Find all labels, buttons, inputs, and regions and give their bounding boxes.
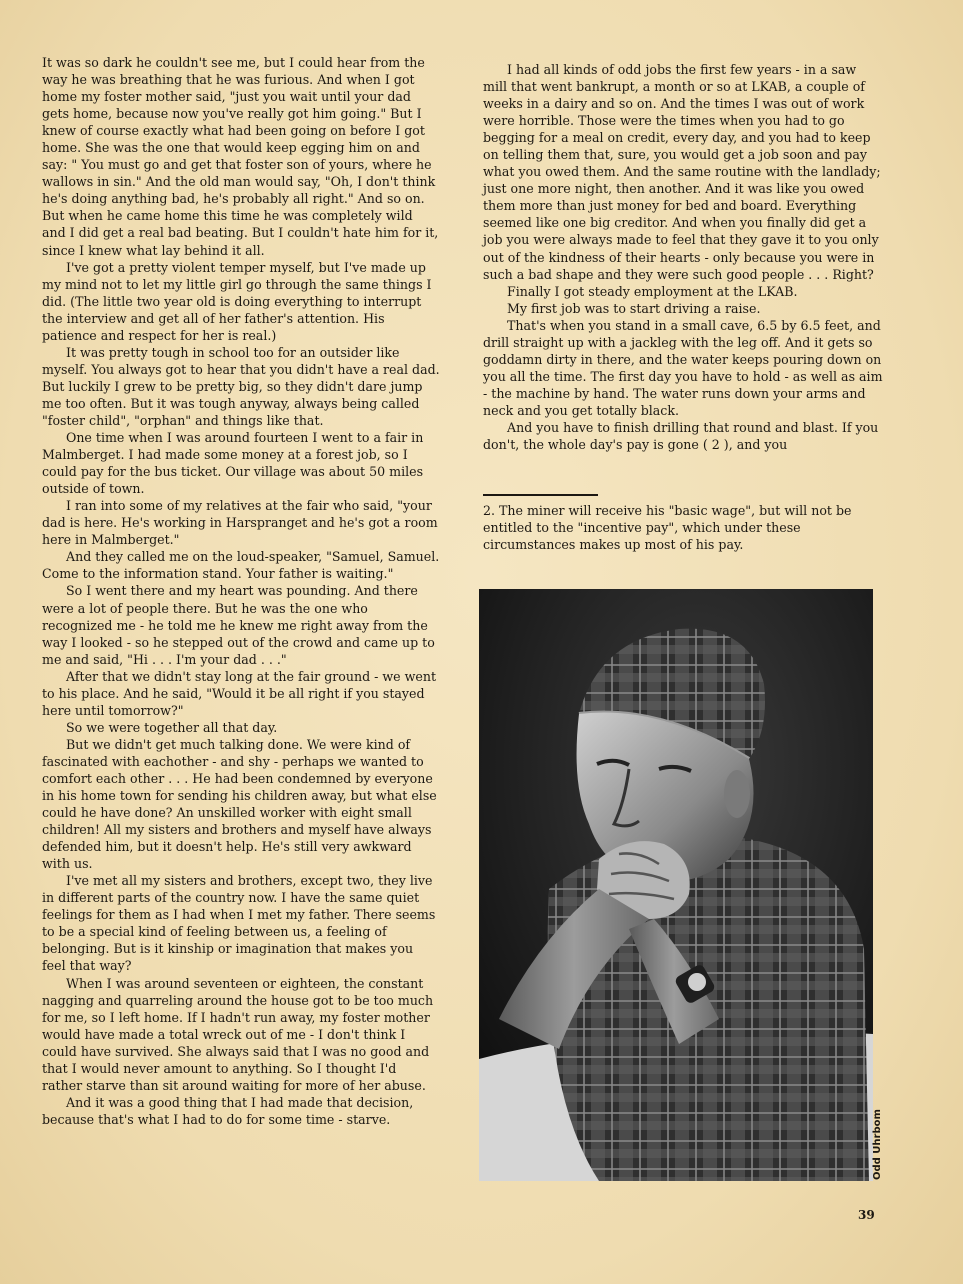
paragraph: I had all kinds of odd jobs the first few years - in a saw mill that went bankrupt, a month or so at LKAB, a couple of weeks in a dairy and so on. And the times I was out of work were horrible. Those were the times when you had to go begging for a meal on credit, every day, and you had to keep on telling them that, sure, you would get a job soon and pay what you owed them. And the same routine with the landlady; just one more night, then another. And it was like you owed them more than just money for bed and board. Everything seemed like one big creditor. And when you finally did get a job you were always made to feel that they gave it to you only out of the kindness of their hearts - only because you were in such a bad shape and they were such good people . . . Right? [483,62,881,282]
right-column [483,61,883,453]
paragraph: But we didn't get much talking done. We were kind of fascinated with eachother - and shy - perhaps we wanted to comfort each other . . . He had been condemned by everyone in his home town for sending his children away, but what else could he have done? An unskilled worker with eight small children! All my sisters and brothers and myself have always defended him, but it doesn't help. He's still very awkward with us. [42,736,437,872]
paragraph: And they called me on the loud-speaker, "Samuel, Samuel. Come to the information stand. Your father is waiting." [42,549,440,582]
paragraph: One time when I was around fourteen I went to a fair in Malmberget. I had made some money at a forest job, so I could pay for the bus ticket. Our village was about 50 miles outside of town. [42,430,424,497]
paragraph: My first job was to start driving a raise. [507,300,761,316]
paragraph: It was pretty tough in school too for an outsider like myself. You always got to hear that you didn't have a real dad. But luckily I grew to be pretty big, so they didn't dare jump me too often. But it was tough anyway, always being called "foster child", "orphan" and things like that. [42,344,440,428]
paragraph: It was so dark he couldn't see me, but I could hear from the way he was breathing that he was furious. And when I got home my foster mother said, "just you wait until your dad gets home, because now you've really got him going." But I knew of course exactly what had been going on before I got home. She was the one that would keep egging him on and say: " You must go and get that foster son of yours, where he wallows in sin." And the old man would say, "Oh, I don't think he's doing anything bad, he's probably all right." And so on. But when he came home this time he was completely wild and I did get a real bad beating. But I couldn't hate him for it, since I knew what lay behind it all. [42,55,439,258]
paragraph: So I went there and my heart was pounding. And there were a lot of people there. But he was the one who recognized me - he told me he knew me right away from the way I looked - so he stepped out of the crowd and came up to me and said, "Hi . . . I'm your dad . . ." [42,583,435,667]
paragraph: And it was a good thing that I had made that decision, because that's what I had to do for some time - starve. [42,1094,414,1127]
left-column [42,54,440,1128]
page-number: 39 [858,1208,875,1222]
paragraph: I've got a pretty violent temper myself, but I've made up my mind not to let my little girl go through the same things I did. (The little two year old is doing everything to interrupt the interview and get all of her father's attention. His patience and respect for her is real.) [42,259,432,343]
footnote-rule [483,494,598,496]
photo-credit: Odd Uhrbom [872,1109,883,1180]
paragraph: I ran into some of my relatives at the fair who said, "your dad is here. He's working in Harspranget and he's got a room here in Malmberget." [42,498,438,548]
paragraph: So we were together all that day. [66,719,278,735]
paragraph: Finally I got steady employment at the LKAB. [507,283,798,299]
paragraph: After that we didn't stay long at the fair ground - we went to his place. And he said, "Would it be all right if you stayed here until tomorrow?" [42,668,437,718]
footnote: 2. The miner will receive his "basic wage", but will not be entitled to the "incentive pay", which under these circumstances makes up most of his pay. [483,503,852,552]
paragraph: When I was around seventeen or eighteen, the constant nagging and quarreling around the house got to be too much for me, so I left home. If I hadn't run away, my foster mother would have made a total wreck out of me - I don't think I could have survived. She always said that I was no good and that I would never amount to anything. So I thought I'd rather starve than sit around waiting for more of her abuse. [42,975,434,1093]
miner-portrait-image [479,589,873,1181]
paragraph: I've met all my sisters and brothers, except two, they live in different parts of the country now. I have the same quiet feelings for them as I had when I met my father. There seems to be a special kind of feeling between us, a feeling of belonging. But is it kinship or imagination that makes you feel that way? [42,873,436,974]
paragraph: That's when you stand in a small cave, 6.5 by 6.5 feet, and drill straight up with a jackleg with the leg off. And it gets so goddamn dirty in there, and the water keeps pouring down on you all the time. The first day you have to hold - as well as aim - the machine by hand. The water runs down your arms and neck and you get totally black. [483,317,883,418]
paragraph: And you have to finish drilling that round and blast. If you don't, the whole day's pay is gone ( 2 ), and you [483,419,879,453]
portrait-photo [479,589,873,1181]
